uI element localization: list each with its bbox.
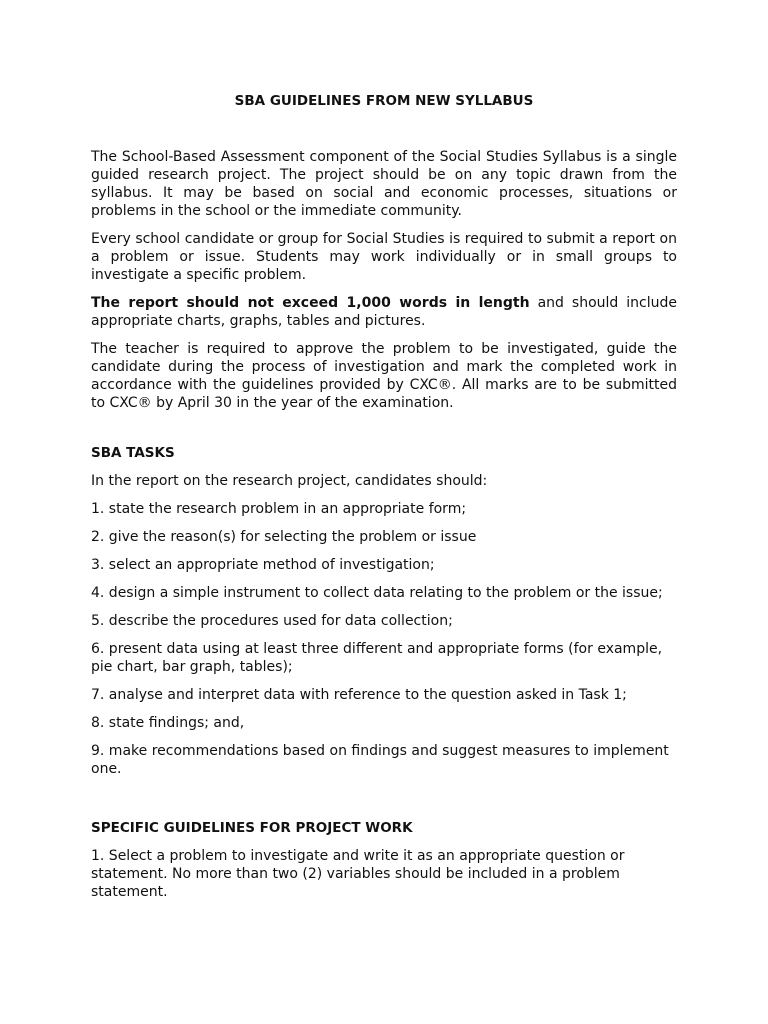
intro-paragraph: Every school candidate or group for Social Studies is required to submit a report on a problem or issue. Students may work individually or in small groups to investigate a specific problem.	[91, 231, 677, 283]
length-paragraph	[91, 294, 677, 330]
task-item: 2. give the reason(s) for selecting the problem or issue	[91, 529, 477, 545]
document-title: SBA GUIDELINES FROM NEW SYLLABUS	[234, 93, 534, 109]
task-item: 6. present data using at least three different and appropriate forms (for example, pie chart, bar graph, tables);	[91, 641, 663, 675]
task-item: 5. describe the procedures used for data collection;	[91, 613, 453, 629]
guidelines-heading: SPECIFIC GUIDELINES FOR PROJECT WORK	[91, 820, 413, 836]
task-item: 7. analyse and interpret data with reference to the question asked in Task 1;	[91, 687, 627, 703]
tasks-heading: SBA TASKS	[91, 445, 175, 461]
intro-paragraph: The School-Based Assessment component of the Social Studies Syllabus is a single guided research project. The project should be on any topic drawn from the syllabus. It may be based on social and economic processes, situations or problems in the school or the immediate community.	[91, 149, 677, 219]
task-item: 9. make recommendations based on findings and suggest measures to implement one.	[91, 743, 669, 777]
length-requirement-bold: The report should not exceed 1,000 words in length	[91, 295, 530, 311]
task-item: 8. state findings; and,	[91, 715, 245, 731]
length-requirement-rest: and should include appropriate charts, graphs, tables and pictures.	[91, 295, 677, 329]
task-item: 3. select an appropriate method of investigation;	[91, 557, 435, 573]
guideline-item: 1. Select a problem to investigate and write it as an appropriate question or statement. No more than two (2) variables should be included in a problem statement.	[91, 848, 625, 900]
task-item: 4. design a simple instrument to collect data relating to the problem or the issue;	[91, 585, 663, 601]
task-item: 1. state the research problem in an appropriate form;	[91, 501, 467, 517]
tasks-lead: In the report on the research project, candidates should:	[91, 473, 488, 489]
teacher-paragraph: The teacher is required to approve the problem to be investigated, guide the candidate during the process of investigation and mark the completed work in accordance with the guidelines provided by CXC®. All marks are to be submitted to CXC® by April 30 in the year of the examination.	[91, 341, 677, 411]
